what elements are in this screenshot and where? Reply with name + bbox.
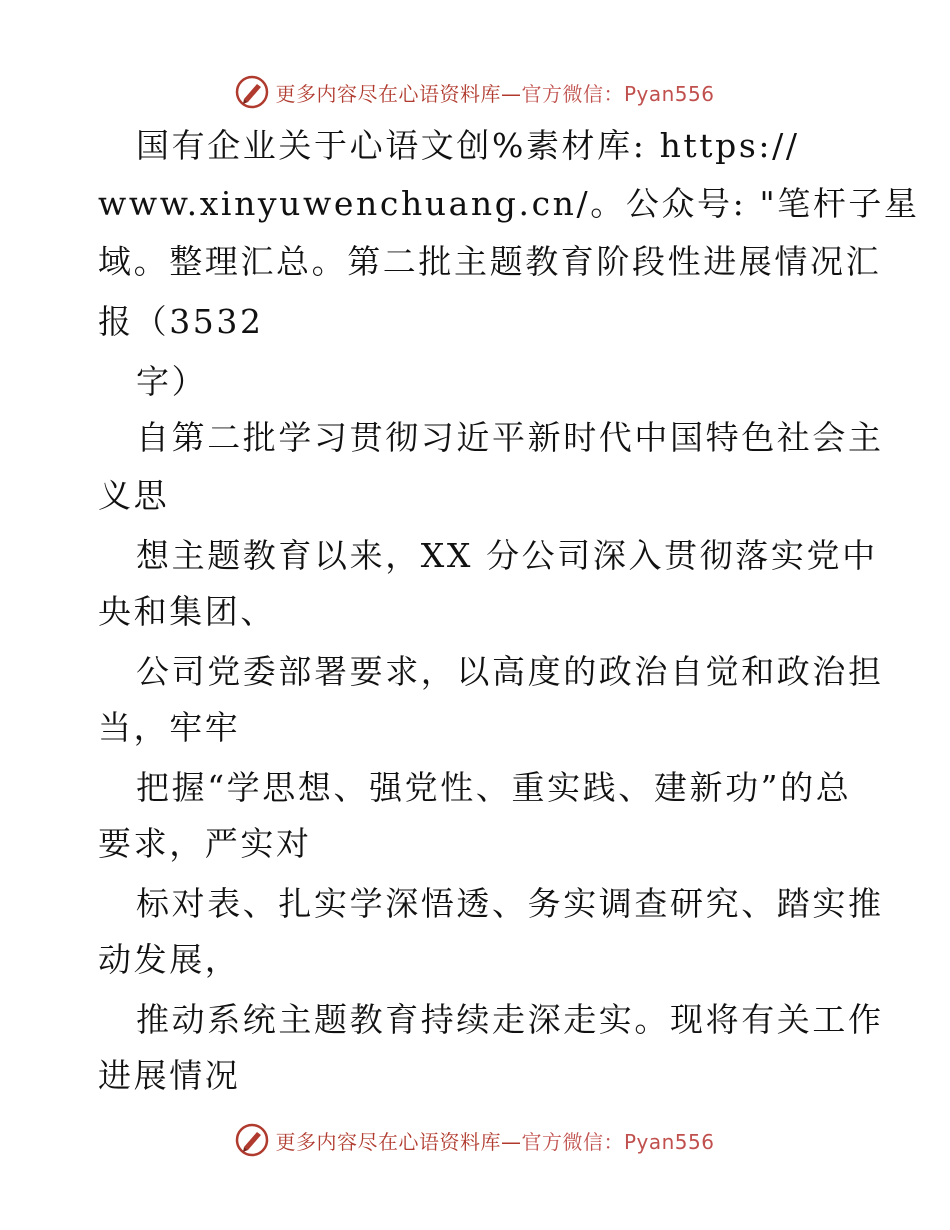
text-line: 国有企业关于心语文创%素材库: https://	[136, 126, 800, 165]
header-watermark-banner	[0, 72, 950, 112]
document-body	[0, 120, 950, 1110]
banner-wechat: 官方微信：Pyan556	[521, 81, 715, 106]
banner-text: 更多内容尽在心语资料库—	[275, 1129, 522, 1154]
text-line: 公司党委部署要求，以高度的政治自觉和政治担	[136, 652, 884, 691]
text-line: 动发展，	[98, 940, 241, 979]
footer-watermark-banner	[0, 1120, 950, 1160]
banner-wechat: 官方微信：Pyan556	[521, 1129, 715, 1154]
banner-text: 更多内容尽在心语资料库—	[275, 81, 522, 106]
text-line: 要求，严实对	[98, 824, 312, 863]
text-line: 义思	[98, 476, 170, 515]
text-line: www.xinyuwenchuang.cn/。公众号: "笔杆子星	[98, 184, 920, 223]
text-line: 推动系统主题教育持续走深走实。现将有关工作	[136, 1000, 884, 1039]
pen-seal-logo-icon	[235, 75, 269, 109]
text-line: 字）	[136, 362, 208, 401]
text-line: 央和集团、	[98, 592, 276, 631]
pen-seal-logo-icon	[235, 1123, 269, 1157]
text-line: 自第二批学习贯彻习近平新时代中国特色社会主	[136, 418, 884, 457]
text-line: 报（3532	[98, 302, 264, 341]
text-line: 当，牢牢	[98, 708, 241, 747]
text-line: 想主题教育以来，XX 分公司深入贯彻落实党中	[136, 536, 878, 575]
text-line: 把握“学思想、强党性、重实践、建新功”的总	[136, 768, 852, 807]
text-line: 域。整理汇总。第二批主题教育阶段性进展情况汇	[98, 242, 882, 281]
text-line: 标对表、扎实学深悟透、务实调查研究、踏实推	[136, 884, 884, 923]
text-line: 进展情况	[98, 1056, 241, 1095]
